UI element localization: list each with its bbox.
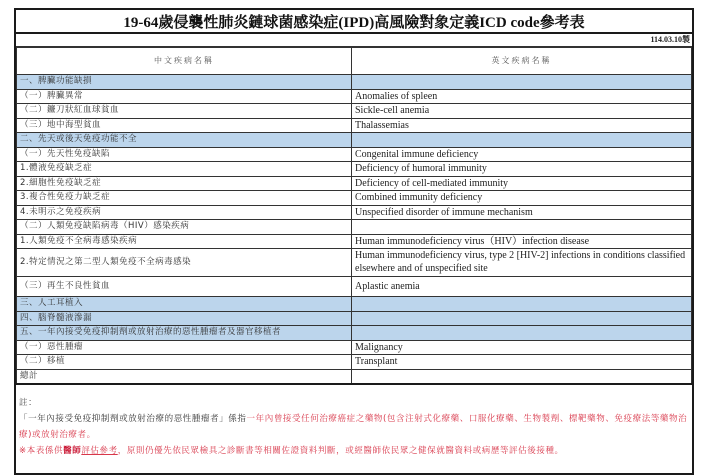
- table-row: [17, 89, 692, 104]
- zh-cell: （一）脾臟異常: [17, 89, 352, 104]
- header-chinese-name: 中文疾病名稱: [17, 48, 352, 75]
- table-row: [17, 133, 692, 148]
- note-disclaimer-doctor: 醫師: [63, 446, 82, 456]
- zh-cell: （三）地中海型貧血: [17, 118, 352, 133]
- zh-cell: （二）人類免疫缺陷病毒（HIV）感染疾病: [17, 220, 352, 235]
- zh-cell: 二、先天或後天免疫功能不全: [17, 133, 352, 148]
- zh-cell: 1.人類免疫不全病毒感染疾病: [17, 234, 352, 249]
- en-cell: Congenital immune deficiency: [352, 147, 692, 162]
- zh-cell: 一、脾臟功能缺損: [17, 75, 352, 90]
- zh-cell: 2.細胞性免疫缺乏症: [17, 176, 352, 191]
- en-cell: Sickle-cell anemia: [352, 104, 692, 119]
- en-cell: Human immunodeficiency virus, type 2 [HIV-2] infections in conditions classified elsewhere and of unspecified site: [352, 249, 692, 277]
- date-stamp: 114.03.10製: [16, 34, 692, 47]
- note-definition-detail: 一年內曾接受任何治療癌症之藥物(包含注射式化療藥、口服化療藥、生物製劑、標靶藥物、免疫療法等藥物治療)或放射治療者。: [19, 414, 688, 440]
- header-english-name: 英文疾病名稱: [352, 48, 692, 75]
- table-row: [17, 355, 692, 370]
- table-row: [17, 162, 692, 177]
- en-cell: Aplastic anemia: [352, 277, 692, 297]
- zh-cell: 四、腦脊髓液滲漏: [17, 311, 352, 326]
- en-cell: [352, 326, 692, 341]
- zh-cell: （二）移植: [17, 355, 352, 370]
- table-header-row: [17, 48, 692, 75]
- en-cell: [352, 297, 692, 312]
- zh-cell: 1.體液免疫缺乏症: [17, 162, 352, 177]
- document-title: 19-64歲侵襲性肺炎鏈球菌感染症(IPD)高風險對象定義ICD code參考表: [16, 10, 692, 34]
- table-row: [17, 340, 692, 355]
- zh-cell: 三、人工耳植入: [17, 297, 352, 312]
- icd-table: [16, 47, 692, 385]
- zh-cell: 4.未明示之免疫疾病: [17, 205, 352, 220]
- en-cell: Anomalies of spleen: [352, 89, 692, 104]
- notes-section: [16, 385, 692, 473]
- table-row: [17, 249, 692, 277]
- table-row: [17, 118, 692, 133]
- en-cell: Combined immunity deficiency: [352, 191, 692, 206]
- table-row-total: [17, 369, 692, 384]
- icd-reference-sheet: [14, 8, 694, 475]
- note-disclaimer-rest: ，原則仍優先依民眾檢具之診斷書等相關佐證資料判斷，或經醫師依民眾之健保就醫資料或病歷等評估後接種。: [117, 446, 564, 456]
- en-cell: Malignancy: [352, 340, 692, 355]
- zh-cell: 總計: [17, 369, 352, 384]
- note-disclaimer: [19, 443, 689, 459]
- en-cell: Thalassemias: [352, 118, 692, 133]
- zh-cell: （三）再生不良性貧血: [17, 277, 352, 297]
- zh-cell: （一）惡性腫瘤: [17, 340, 352, 355]
- en-cell: Unspecified disorder of immune mechanism: [352, 205, 692, 220]
- note-definition-term: 「一年內接受免疫抑制劑或放射治療的惡性腫瘤者」係指: [19, 414, 247, 424]
- zh-cell: 五、一年內接受免疫抑制劑或放射治療的惡性腫瘤者及器官移植者: [17, 326, 352, 341]
- table-row: [17, 220, 692, 235]
- table-row: [17, 277, 692, 297]
- table-row: [17, 326, 692, 341]
- notes-label: 註：: [19, 398, 38, 408]
- en-cell: [352, 75, 692, 90]
- table-row: [17, 191, 692, 206]
- en-cell: [352, 220, 692, 235]
- table-row: [17, 234, 692, 249]
- table-row: [17, 205, 692, 220]
- table-row: [17, 311, 692, 326]
- note-disclaimer-reference: 評估參考: [81, 446, 118, 456]
- table-row: [17, 176, 692, 191]
- en-cell: Human immunodeficiency virus（HIV）infection disease: [352, 234, 692, 249]
- en-cell: Deficiency of cell-mediated immunity: [352, 176, 692, 191]
- table-row: [17, 147, 692, 162]
- zh-cell: （二）鐮刀狀紅血球貧血: [17, 104, 352, 119]
- note-definition: [19, 411, 689, 443]
- table-row: [17, 75, 692, 90]
- zh-cell: 3.複合性免疫力缺乏症: [17, 191, 352, 206]
- en-cell: Deficiency of humoral immunity: [352, 162, 692, 177]
- table-row: [17, 104, 692, 119]
- table-row: [17, 297, 692, 312]
- en-cell: [352, 133, 692, 148]
- en-cell: [352, 311, 692, 326]
- zh-cell: （一）先天性免疫缺陷: [17, 147, 352, 162]
- en-cell: Transplant: [352, 355, 692, 370]
- en-cell: [352, 369, 692, 384]
- zh-cell: 2.特定情況之第二型人類免疫不全病毒感染: [17, 249, 352, 277]
- note-disclaimer-prefix: ※本表係供: [19, 446, 64, 456]
